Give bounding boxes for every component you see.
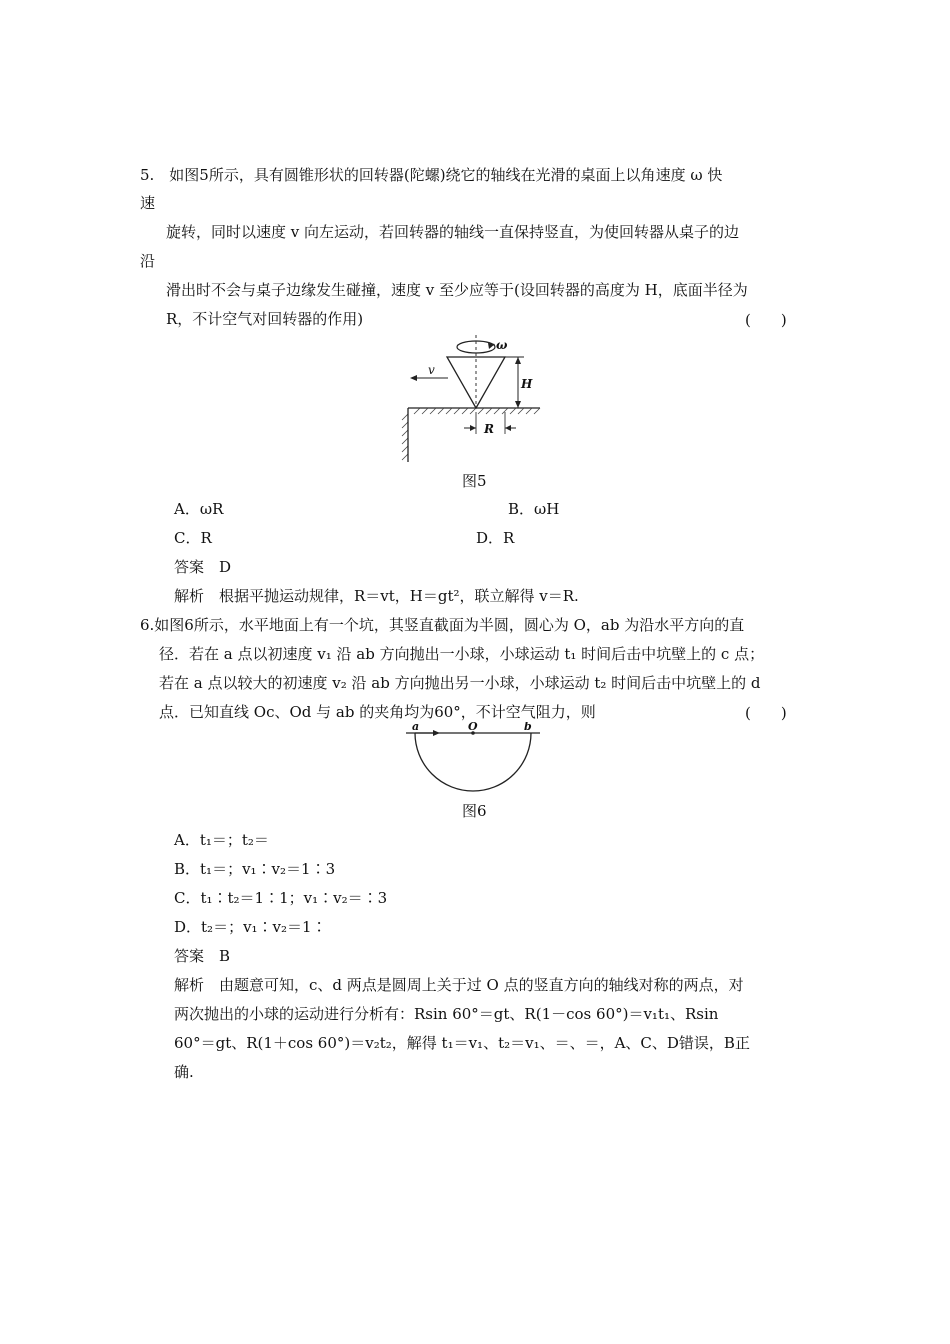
- q6-option-d: D．t₂＝；v₁∶v₂＝1∶: [174, 918, 327, 936]
- figure-5-caption: 图5: [462, 472, 487, 490]
- fig6-b-label: b: [524, 722, 532, 733]
- q6-analysis-line-4: 确.: [174, 1063, 194, 1081]
- figure-5-gyroscope-diagram: [400, 330, 550, 465]
- q6-line-2: 径．若在 a 点以初速度 v₁ 沿 ab 方向抛出一小球，小球运动 t₁ 时间后击中坑壁上的 c 点；: [159, 645, 765, 663]
- q6-option-b: B．t₁＝；v₁∶v₂＝1∶3: [174, 860, 336, 878]
- q6-answer-blank: ( ): [745, 704, 787, 722]
- fig6-O-label: O: [468, 722, 478, 733]
- q5-line-4: R，不计空气对回转器的作用): [166, 310, 364, 328]
- cone-body: [447, 357, 505, 408]
- rotation-arrowhead: [488, 343, 495, 349]
- fig5-H-label: H: [521, 377, 533, 391]
- q6-analysis-line-1: 解析 由题意可知，c、d 两点是圆周上关于过 O 点的竖直方向的轴线对称的两点，对: [174, 976, 744, 994]
- q6-option-c: C．t₁∶t₂＝1∶1；v₁∶v₂＝∶3: [174, 889, 388, 907]
- figure-6-pit-diagram: [398, 722, 548, 802]
- q5-line-1b: 速: [140, 194, 156, 212]
- q5-analysis: 解析 根据平抛运动规律，R＝vt，H＝gt²，联立解得 v＝R.: [174, 587, 579, 605]
- semicircle-pit: [415, 733, 531, 791]
- q6-line-1: 6.如图6所示，水平地面上有一个坑，其竖直截面为半圆，圆心为 O，ab 为沿水平方向的直: [140, 616, 745, 634]
- q6-answer: 答案 B: [174, 947, 231, 965]
- q5-option-c: C．R: [174, 529, 212, 547]
- q5-option-b: B．ωH: [508, 500, 560, 518]
- q5-answer: 答案 D: [174, 558, 232, 576]
- q5-line-3: 滑出时不会与桌子边缘发生碰撞，速度 v 至少应等于(设回转器的高度为 H，底面半径为: [166, 281, 748, 299]
- q6-analysis-line-2: 两次抛出的小球的运动进行分析有：Rsin 60°＝gt、R(1－cos 60°)＝v₁t₁、Rsin: [174, 1005, 719, 1023]
- q6-line-4: 点．已知直线 Oc、Od 与 ab 的夹角均为60°，不计空气阻力，则: [159, 703, 596, 721]
- fig5-omega-label: ω: [496, 338, 508, 352]
- fig5-R-label: R: [484, 422, 494, 436]
- table-hatching: [402, 408, 540, 460]
- q6-line-3: 若在 a 点以较大的初速度 v₂ 沿 ab 方向抛出另一小球，小球运动 t₂ 时间后击中坑壁上的 d: [159, 674, 761, 692]
- q5-option-a: A．ωR: [174, 500, 224, 518]
- q5-option-d: D．R: [476, 529, 515, 547]
- q6-analysis-line-3: 60°＝gt、R(1＋cos 60°)＝v₂t₂，解得 t₁＝v₁、t₂＝v₁、＝、＝，A、C、D错误，B正: [174, 1034, 750, 1052]
- fig6-a-label: a: [412, 722, 420, 733]
- q5-line-2b: 沿: [140, 252, 156, 270]
- q5-answer-blank: ( ): [745, 311, 787, 329]
- q6-option-a: A．t₁＝；t₂＝: [174, 831, 269, 849]
- figure-6-caption: 图6: [462, 802, 487, 820]
- q5-line-2: 旋转，同时以速度 v 向左运动，若回转器的轴线一直保持竖直，为使回转器从桌子的边: [166, 223, 740, 241]
- fig5-v-label: v: [428, 363, 435, 377]
- q5-line-1: 5. 如图5所示，具有圆锥形状的回转器(陀螺)绕它的轴线在光滑的桌面上以角速度 ω 快: [140, 166, 723, 184]
